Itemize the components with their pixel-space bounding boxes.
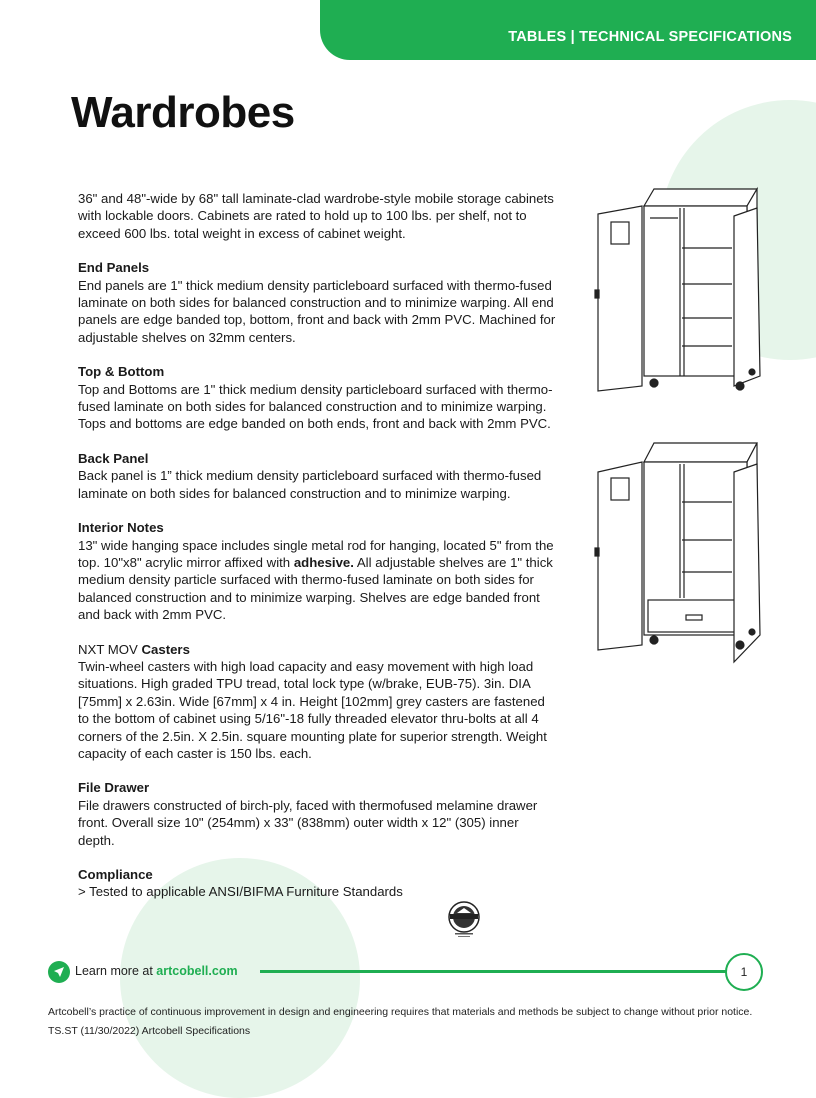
section-file-drawer <box>78 779 558 849</box>
footer-disclaimer: Artcobell’s practice of continuous improvement in design and engineering requires that materials and methods be subject to change without prior notice. <box>48 1006 753 1018</box>
bifma-compliance-seal-icon <box>444 900 484 940</box>
section-body <box>78 537 558 624</box>
footer-divider <box>260 970 730 973</box>
wardrobe-shelves-illustration <box>592 186 772 401</box>
section-casters <box>78 641 558 763</box>
section-heading <box>78 641 558 658</box>
section-body: Back panel is 1” thick medium density particleboard surfaced with thermo-fused laminate on both sides for balanced construction and to minimize warping. <box>78 468 542 501</box>
section-heading: End Panels <box>78 260 150 276</box>
section-heading: Compliance <box>78 867 153 882</box>
section-body: File drawers constructed of birch-ply, faced with thermofused melamine drawer front. Overall size 10" (254mm) x 33" (838mm) outer width x 12" (305) inner depth. <box>78 797 538 848</box>
spec-content <box>78 190 558 901</box>
page-title: Wardrobes <box>71 88 295 137</box>
header-label: TABLES | TECHNICAL SPECIFICATIONS <box>508 29 792 45</box>
casters-heading: Casters <box>141 641 190 657</box>
interior-text-start: 13" wide hanging space includes single metal rod for hanging, located 5" from the top. 10"x8" acrylic mirror affixed with <box>78 537 554 570</box>
casters-heading-prefix: NXT MOV <box>78 641 142 657</box>
document-id: TS.ST (11/30/2022) Artcobell Specifications <box>48 1025 251 1037</box>
interior-text-bold: adhesive. <box>293 554 354 570</box>
section-end-panels <box>78 259 558 346</box>
section-body: End panels are 1" thick medium density particleboard surfaced with thermo-fused laminate on both sides for balanced construction and to minimize warping. All end panels are edge banded top, bottom, front and back with 2mm PVC. Machined for adjustable shelves on 32mm centers. <box>78 277 556 345</box>
header-band <box>320 0 816 60</box>
section-heading: Top & Bottom <box>78 364 165 380</box>
wardrobe-drawer-illustration <box>592 440 772 665</box>
section-interior-notes <box>78 519 558 623</box>
section-back-panel <box>78 450 558 502</box>
section-top-bottom <box>78 363 558 433</box>
section-body: Twin-wheel casters with high load capacity and easy movement with high load situations. High graded TPU tread, total lock type (w/brake, EUB-75). 3in. DIA [75mm] x 2.63in. Wide [67mm] x 4 in. Height [102mm] grey casters are fastened to the bottom of cabinet using 5/16"-18 fully threaded elevator thru-bolts at all 4 corners of the 2.5in. X 2.5in. square mounting plate for superior strength. Weight capacity of each caster is 150 lbs. each. <box>78 658 547 761</box>
intro-paragraph: 36" and 48"-wide by 68" tall laminate-clad wardrobe-style mobile storage cabinets with lockable doors. Cabinets are rated to hold up to 100 lbs. per shelf, not to exceed 600 lbs. total weight in excess of cabinet weight. <box>78 191 554 241</box>
learn-more-text: Learn more at <box>75 964 157 978</box>
navigation-arrow-icon <box>48 961 70 983</box>
page-number: 1 <box>725 953 763 991</box>
footer-learn-more <box>75 964 238 978</box>
section-body: Top and Bottoms are 1" thick medium density particleboard surfaced with thermo-fused laminate on both sides for balanced construction and to minimize warping. Tops and bottoms are edge banded on both ends, front and back with 2mm PVC. <box>78 381 553 432</box>
section-body: > Tested to applicable ANSI/BIFMA Furniture Standards <box>78 884 403 900</box>
section-compliance <box>78 866 558 901</box>
section-heading: File Drawer <box>78 780 150 796</box>
interior-text-end: All adjustable shelves are 1" thick medium density particle surfaced with thermo-fused laminate on both sides for balanced construction and to minimize warping. Shelves are edge banded front and back with 2mm PVC. <box>78 554 553 623</box>
section-heading: Back Panel <box>78 450 149 466</box>
section-heading: Interior Notes <box>78 520 164 536</box>
website-link[interactable]: artcobell.com <box>156 964 238 978</box>
